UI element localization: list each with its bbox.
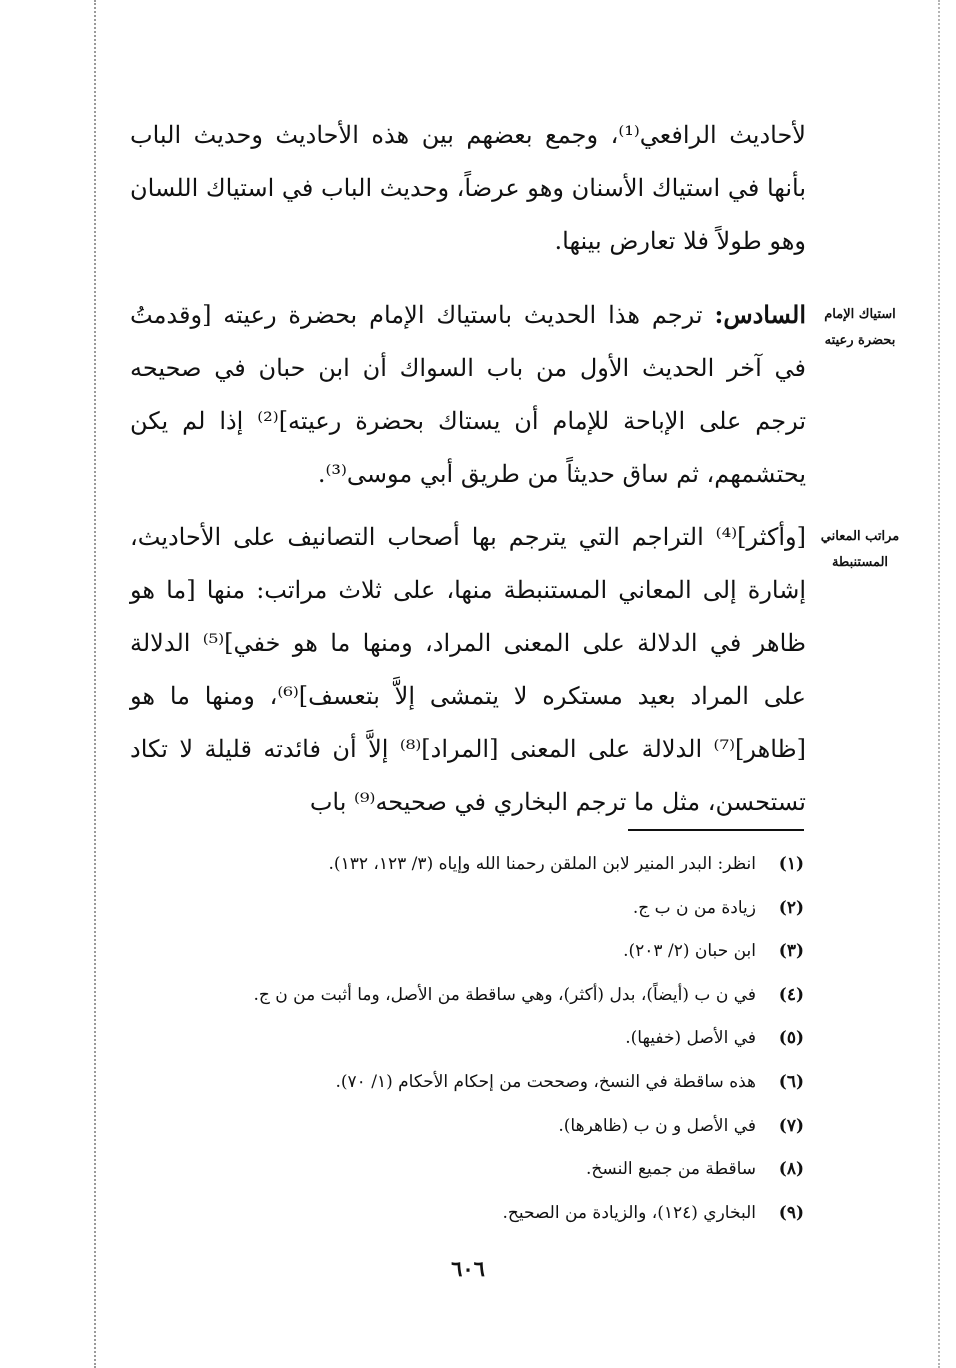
- footnote-number: (٦): [778, 1071, 804, 1092]
- footnote-text: في الأصل (خفيها).: [625, 1028, 756, 1049]
- footnote-number: (٥): [778, 1028, 804, 1049]
- body-paragraph-2: [130, 288, 806, 501]
- footnote-item: [150, 1061, 804, 1105]
- footnote-item: [150, 887, 804, 931]
- page-number: ٦٠٦: [451, 1256, 485, 1281]
- footnote-number: (٣): [778, 941, 804, 962]
- footnotes-list: [150, 843, 804, 1235]
- paragraph-text: لأحاديث الرافعي⁽¹⁾، وجمع بعضهم بين هذه الأحاديث وحديث الباب بأنها في استياك الأسنان وهو عرضاً، وحديث الباب في استياك اللسان وهو طولاً فلا تعارض بينها.: [130, 121, 806, 255]
- footnote-item: [150, 974, 804, 1018]
- footnote-number: (٤): [778, 984, 804, 1005]
- footnote-separator: [628, 829, 804, 831]
- footnote-text: هذه ساقطة في النسخ، وصححت من إحكام الأحكام (١/ ٧٠).: [335, 1071, 756, 1092]
- footnote-item: [150, 1105, 804, 1149]
- paragraph-text: [وأكثر]⁽⁴⁾ التراجم التي يترجم بها أصحاب التصانيف على الأحاديث، إشارة إلى المعاني المستنبطة منها، على ثلاث مراتب: منها [ما هو ظاهر في الدلالة على المعنى المراد، ومنها ما هو خفي]⁽⁵⁾ الدلالة على المراد بعيد مستكره لا يتمشى إلاَّ بتعسف]⁽⁶⁾، ومنها ما هو [ظاهر]⁽⁷⁾ الدلالة على المعنى [المراد]⁽⁸⁾ إلاَّ أن فائدته قليلة لا تكاد تستحسن، مثل ما ترجم البخاري في صحيحه⁽⁹⁾ باب: [130, 523, 806, 816]
- footnote-text: ساقطة من جميع النسخ.: [586, 1159, 756, 1180]
- footnote-text: انظر: البدر المنير لابن الملقن رحمنا الله وإياه (٣/ ١٢٣، ١٣٢).: [328, 854, 756, 874]
- margin-note-meaning-levels: مراتب المعاني المستنبطة: [820, 529, 900, 570]
- footnote-item: [150, 930, 804, 974]
- footnote-text: زيادة من ن ب ج.: [632, 897, 756, 918]
- footnote-text: البخاري (١٢٤)، والزيادة من الصحيح.: [502, 1202, 756, 1223]
- scan-edge-dots-left: [94, 0, 96, 1368]
- footnote-text: ابن حبان (٢/ ٢٠٣).: [623, 941, 756, 962]
- paragraph-lead: السادس:: [714, 300, 806, 329]
- footnote-text: في الأصل و ن ب (ظاهرها).: [558, 1115, 756, 1136]
- footnote-item: [150, 843, 804, 887]
- footnote-number: (٩): [778, 1202, 804, 1223]
- footnote-text: في ن ب (أيضاً)، بدل (أكثر)، وهي ساقطة من الأصل، وما أثبت من ن ج.: [253, 984, 756, 1005]
- margin-note-imam-siwak: استياك الإمام بحضرة رعيته: [824, 307, 896, 348]
- scan-edge-dots-right: [938, 0, 940, 1368]
- footnote-number: (٧): [778, 1115, 804, 1136]
- body-paragraph-3: [130, 510, 806, 829]
- footnote-item: [150, 1148, 804, 1192]
- body-paragraph-1: [130, 108, 806, 268]
- footnote-number: (٢): [778, 897, 804, 918]
- footnote-item: [150, 1192, 804, 1236]
- paragraph-text: ترجم هذا الحديث باستياك الإمام بحضرة رعيته [وقدمتُ في آخر الحديث الأول من باب السواك أن ابن حبان في صحيحه ترجم على الإباحة للإمام أن يستاك بحضرة رعيته]⁽²⁾ إذا لم يكن يحتشمهم، ثم ساق حديثاً من طريق أبي موسى⁽³⁾.: [130, 301, 806, 488]
- footnote-number: (١): [778, 854, 804, 874]
- footnote-number: (٨): [778, 1159, 804, 1180]
- footnote-item: [150, 1017, 804, 1061]
